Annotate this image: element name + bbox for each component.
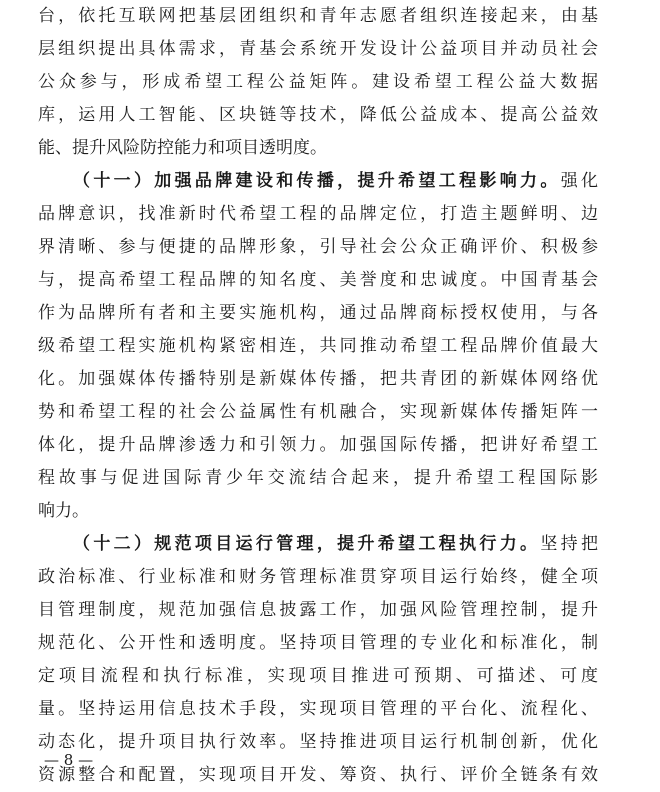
page-number: — 8 — [44, 751, 94, 769]
text-line [38, 297, 598, 330]
text-line [38, 66, 598, 99]
section-heading-line [38, 528, 598, 561]
text-line-content: 作为品牌所有者和主要实施机构，通过品牌商标授权使用，与各 [38, 303, 598, 323]
text-line [38, 495, 598, 528]
text-line [38, 231, 598, 264]
text-line [38, 99, 598, 132]
text-line [38, 726, 598, 759]
section-heading-rest: 强化 [560, 171, 598, 191]
text-line [38, 363, 598, 396]
text-line [38, 330, 598, 363]
section-heading: （十二）规范项目运行管理，提升希望工程执行力。 [73, 534, 541, 554]
text-line [38, 660, 598, 693]
text-line-content: 量。坚持运用信息技术手段，实现项目管理的平台化、流程化、 [38, 699, 598, 719]
text-line-content: 品牌意识，找准新时代希望工程的品牌定位，打造主题鲜明、边 [38, 204, 598, 224]
text-line [38, 561, 598, 594]
text-line-content: 政治标准、行业标准和财务管理标准贯穿项目运行始终，健全项 [38, 567, 598, 587]
text-line-content: 目管理制度，规范加强信息披露工作，加强风险管理控制，提升 [38, 600, 598, 620]
text-line-content: 台，依托互联网把基层团组织和青年志愿者组织连接起来，由基 [38, 6, 598, 26]
text-line [38, 462, 598, 495]
text-line-content: 体化，提升品牌渗透力和引领力。加强国际传播，把讲好希望工 [38, 435, 598, 455]
text-line [38, 0, 598, 33]
section-heading: （十一）加强品牌建设和传播，提升希望工程影响力。 [73, 171, 561, 191]
text-line-content: 层组织提出具体需求，青基会系统开发设计公益项目并动员社会 [38, 39, 598, 59]
text-line [38, 594, 598, 627]
document-page [38, 0, 598, 792]
text-line-content: 动态化，提升项目执行效率。坚持推进项目运行机制创新，优化 [38, 732, 598, 752]
text-line-content: 定项目流程和执行标准，实现项目推进可预期、可描述、可度 [38, 666, 598, 686]
text-line-content: 库，运用人工智能、区块链等技术，降低公益成本、提高公益效 [38, 105, 598, 125]
text-line [38, 198, 598, 231]
text-line-content: 界清晰、参与便捷的品牌形象，引导社会公众正确评价、积极参 [38, 237, 598, 257]
text-line-content: 响力。 [38, 501, 89, 521]
section-heading-line-content [73, 165, 598, 198]
text-line [38, 396, 598, 429]
text-line-content: 公众参与，形成希望工程公益矩阵。建设希望工程公益大数据 [38, 72, 598, 92]
text-line [38, 33, 598, 66]
text-line-content: 规范化、公开性和透明度。坚持项目管理的专业化和标准化，制 [38, 633, 598, 653]
section-heading-line [38, 165, 598, 198]
text-line [38, 132, 598, 165]
text-line-content: 与，提高希望工程品牌的知名度、美誉度和忠诚度。中国青基会 [38, 270, 598, 290]
text-line-content: 能、提升风险防控能力和项目透明度。 [38, 138, 327, 158]
section-heading-rest: 坚持把 [540, 534, 598, 554]
text-line-content: 程故事与促进国际青少年交流结合起来，提升希望工程国际影 [38, 468, 598, 488]
text-line-content: 化。加强媒体传播特别是新媒体传播，把共青团的新媒体网络优 [38, 369, 598, 389]
text-line [38, 693, 598, 726]
text-line-content: 级希望工程实施机构紧密相连，共同推动希望工程品牌价值最大 [38, 336, 598, 356]
text-line [38, 429, 598, 462]
section-heading-line-content [73, 528, 598, 561]
text-line-content: 资源整合和配置，实现项目开发、筹资、执行、评价全链条有效 [38, 765, 598, 785]
text-line [38, 627, 598, 660]
text-line-content: 势和希望工程的社会公益属性有机融合，实现新媒体传播矩阵一 [38, 402, 598, 422]
text-line [38, 264, 598, 297]
